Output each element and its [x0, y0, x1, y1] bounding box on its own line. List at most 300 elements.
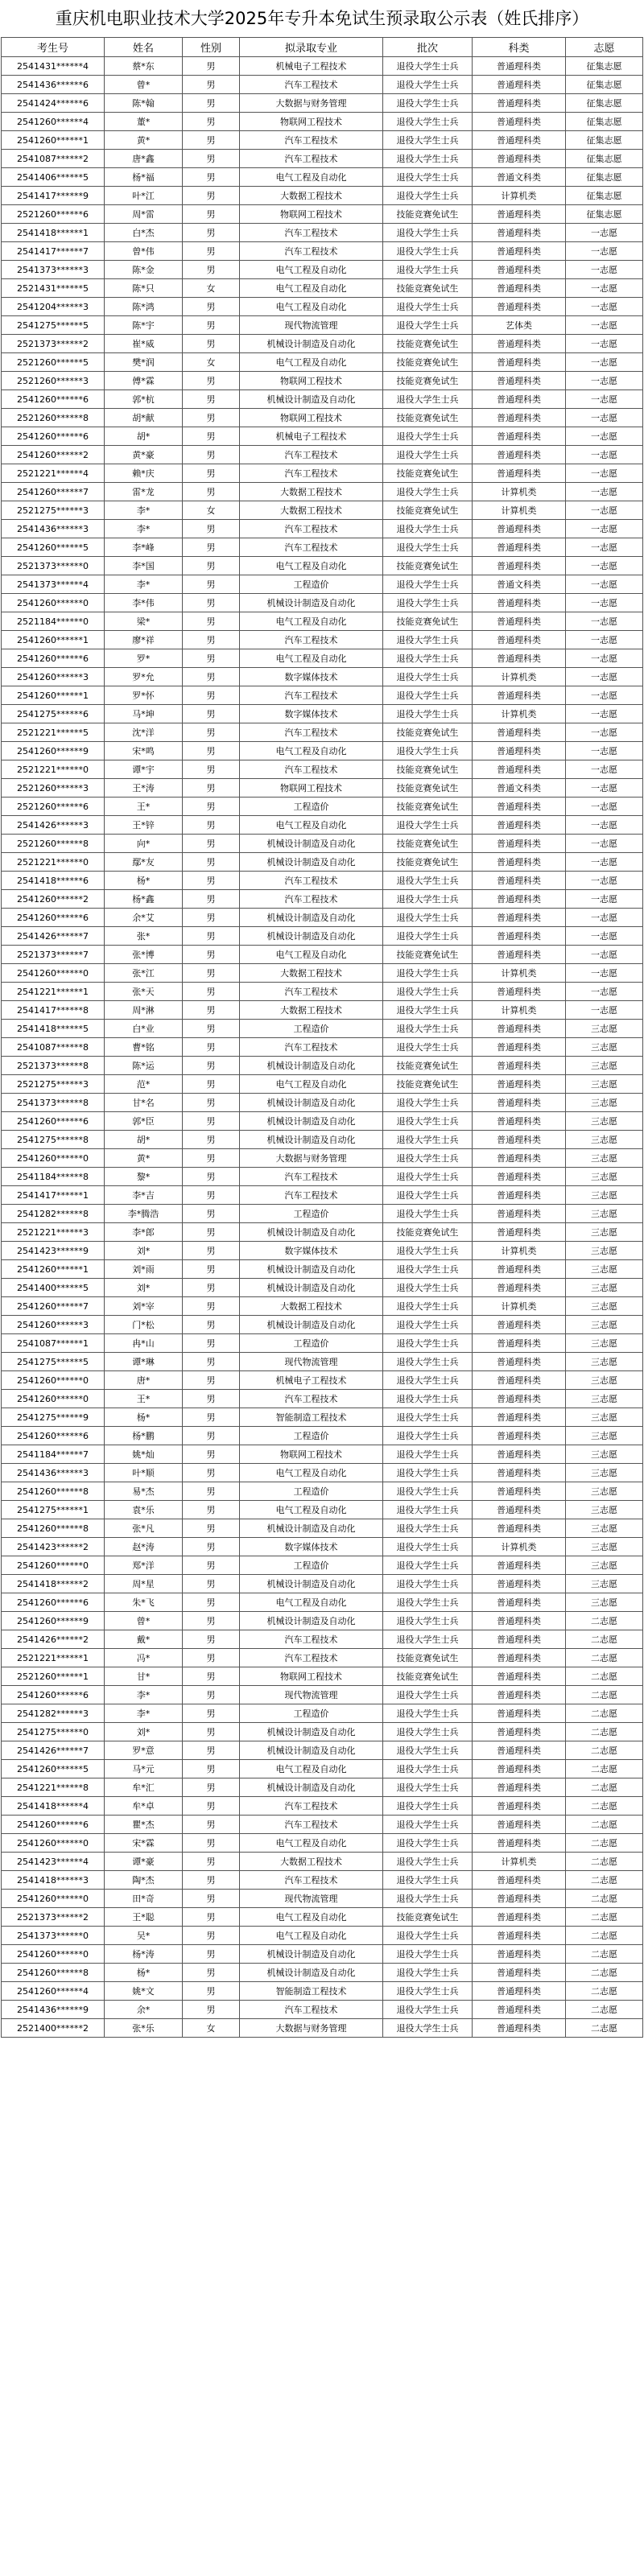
cell-batch: 退役大学生士兵: [383, 1593, 473, 1612]
cell-category: 普通理科类: [473, 1371, 566, 1390]
cell-exam-number: 2541417******1: [2, 1186, 105, 1205]
cell-preference: 一志愿: [566, 538, 643, 557]
cell-major: 大数据工程技术: [240, 1297, 383, 1316]
cell-batch: 技能竞赛免试生: [383, 779, 473, 798]
cell-preference: 一志愿: [566, 520, 643, 538]
cell-category: 普通理科类: [473, 1667, 566, 1686]
cell-preference: 一志愿: [566, 242, 643, 261]
cell-batch: 退役大学生士兵: [383, 57, 473, 76]
table-row: [2, 760, 643, 779]
cell-major: 机械设计制造及自动化: [240, 1964, 383, 1982]
cell-batch: 技能竞赛免试生: [383, 853, 473, 872]
cell-gender: 男: [183, 1501, 240, 1519]
cell-batch: 退役大学生士兵: [383, 427, 473, 446]
table-row: [2, 446, 643, 464]
cell-preference: 三志愿: [566, 1334, 643, 1353]
cell-name: 陈*运: [105, 1057, 183, 1075]
cell-category: 普通理科类: [473, 353, 566, 372]
cell-batch: 退役大学生士兵: [383, 1094, 473, 1112]
table-row: [2, 113, 643, 131]
cell-exam-number: 2521373******0: [2, 557, 105, 575]
cell-gender: 男: [183, 242, 240, 261]
cell-name: 甘*: [105, 1667, 183, 1686]
table-row: [2, 612, 643, 631]
cell-category: 普通理科类: [473, 1760, 566, 1778]
cell-major: 电气工程及自动化: [240, 946, 383, 964]
cell-name: 李*峰: [105, 538, 183, 557]
table-row: [2, 649, 643, 668]
cell-exam-number: 2541418******2: [2, 1575, 105, 1593]
cell-batch: 退役大学生士兵: [383, 1427, 473, 1445]
cell-name: 牟*卓: [105, 1797, 183, 1816]
table-row: [2, 1149, 643, 1168]
cell-major: 机械设计制造及自动化: [240, 1223, 383, 1242]
table-row: [2, 575, 643, 594]
cell-major: 机械设计制造及自动化: [240, 1057, 383, 1075]
cell-batch: 退役大学生士兵: [383, 113, 473, 131]
table-row: [2, 1242, 643, 1260]
cell-exam-number: 2541260******6: [2, 1816, 105, 1834]
cell-name: 罗*怀: [105, 686, 183, 705]
cell-name: 陈*金: [105, 261, 183, 279]
cell-name: 梁*: [105, 612, 183, 631]
cell-category: 普通理科类: [473, 742, 566, 760]
cell-exam-number: 2521260******3: [2, 779, 105, 798]
cell-major: 大数据工程技术: [240, 1001, 383, 1020]
table-row: [2, 816, 643, 835]
cell-exam-number: 2541087******8: [2, 1038, 105, 1057]
cell-category: 普通理科类: [473, 1945, 566, 1964]
cell-preference: 征集志愿: [566, 187, 643, 205]
cell-exam-number: 2541418******3: [2, 1871, 105, 1890]
cell-major: 机械设计制造及自动化: [240, 909, 383, 927]
cell-batch: 退役大学生士兵: [383, 242, 473, 261]
cell-gender: 男: [183, 1519, 240, 1538]
cell-batch: 退役大学生士兵: [383, 1871, 473, 1890]
cell-preference: 二志愿: [566, 2019, 643, 2038]
cell-exam-number: 2541260******1: [2, 631, 105, 649]
cell-exam-number: 2541184******8: [2, 1168, 105, 1186]
cell-batch: 退役大学生士兵: [383, 964, 473, 983]
cell-major: 现代物流管理: [240, 1890, 383, 1908]
cell-category: 普通理科类: [473, 1112, 566, 1131]
table-row: [2, 1186, 643, 1205]
cell-preference: 二志愿: [566, 1945, 643, 1964]
cell-major: 汽车工程技术: [240, 723, 383, 742]
cell-name: 冯*: [105, 1649, 183, 1667]
cell-gender: 男: [183, 335, 240, 353]
table-body: [2, 57, 643, 2038]
cell-batch: 技能竞赛免试生: [383, 612, 473, 631]
cell-preference: 一志愿: [566, 409, 643, 427]
cell-category: 普通理科类: [473, 372, 566, 390]
admission-table: [1, 37, 643, 2038]
cell-gender: 男: [183, 76, 240, 94]
cell-category: 普通理科类: [473, 1168, 566, 1186]
cell-major: 机械设计制造及自动化: [240, 1519, 383, 1538]
cell-category: 普通理科类: [473, 1797, 566, 1816]
cell-exam-number: 2541423******2: [2, 1538, 105, 1556]
cell-preference: 三志愿: [566, 1168, 643, 1186]
cell-gender: 男: [183, 1445, 240, 1464]
cell-name: 樊*润: [105, 353, 183, 372]
cell-major: 工程造价: [240, 1020, 383, 1038]
cell-batch: 退役大学生士兵: [383, 1945, 473, 1964]
cell-category: 普通理科类: [473, 2019, 566, 2038]
cell-category: 普通理科类: [473, 464, 566, 483]
table-row: [2, 242, 643, 261]
cell-gender: 男: [183, 1075, 240, 1094]
cell-major: 汽车工程技术: [240, 1186, 383, 1205]
cell-preference: 一志愿: [566, 224, 643, 242]
cell-exam-number: 2541260******0: [2, 1890, 105, 1908]
cell-name: 门*松: [105, 1316, 183, 1334]
cell-major: 汽车工程技术: [240, 131, 383, 150]
cell-category: 普通理科类: [473, 1260, 566, 1279]
table-row: [2, 594, 643, 612]
cell-preference: 一志愿: [566, 742, 643, 760]
cell-name: 白*杰: [105, 224, 183, 242]
cell-category: 普通理科类: [473, 390, 566, 409]
cell-category: 普通理科类: [473, 798, 566, 816]
cell-preference: 一志愿: [566, 335, 643, 353]
cell-name: 陈*鸿: [105, 298, 183, 316]
cell-batch: 退役大学生士兵: [383, 1816, 473, 1834]
cell-gender: 男: [183, 1112, 240, 1131]
cell-batch: 技能竞赛免试生: [383, 501, 473, 520]
cell-preference: 三志愿: [566, 1038, 643, 1057]
cell-preference: 一志愿: [566, 798, 643, 816]
cell-batch: 退役大学生士兵: [383, 1112, 473, 1131]
cell-exam-number: 2541373******3: [2, 261, 105, 279]
cell-major: 汽车工程技术: [240, 872, 383, 890]
cell-category: 计算机类: [473, 705, 566, 723]
cell-gender: 男: [183, 316, 240, 335]
cell-name: 黎*: [105, 1168, 183, 1186]
cell-name: 谭*宇: [105, 760, 183, 779]
cell-major: 机械设计制造及自动化: [240, 1575, 383, 1593]
cell-major: 机械设计制造及自动化: [240, 1279, 383, 1297]
table-row: [2, 1316, 643, 1334]
cell-preference: 三志愿: [566, 1260, 643, 1279]
table-row: [2, 798, 643, 816]
cell-preference: 三志愿: [566, 1408, 643, 1427]
cell-category: 普通理科类: [473, 1075, 566, 1094]
cell-batch: 退役大学生士兵: [383, 224, 473, 242]
cell-name: 宋*霖: [105, 1834, 183, 1853]
cell-preference: 一志愿: [566, 372, 643, 390]
cell-name: 郑*洋: [105, 1556, 183, 1575]
table-row: [2, 501, 643, 520]
cell-batch: 技能竞赛免试生: [383, 835, 473, 853]
cell-exam-number: 2541260******5: [2, 538, 105, 557]
table-row: [2, 872, 643, 890]
cell-exam-number: 2541260******1: [2, 1260, 105, 1279]
cell-preference: 一志愿: [566, 686, 643, 705]
cell-category: 普通理科类: [473, 1038, 566, 1057]
cell-exam-number: 2541282******8: [2, 1205, 105, 1223]
cell-name: 周*淋: [105, 1001, 183, 1020]
cell-batch: 退役大学生士兵: [383, 1890, 473, 1908]
table-row: [2, 1723, 643, 1741]
cell-name: 曹*铭: [105, 1038, 183, 1057]
cell-preference: 一志愿: [566, 723, 643, 742]
cell-category: 普通理科类: [473, 760, 566, 779]
cell-name: 沈*洋: [105, 723, 183, 742]
cell-name: 冉*山: [105, 1334, 183, 1353]
cell-category: 计算机类: [473, 1853, 566, 1871]
cell-name: 谭*琳: [105, 1353, 183, 1371]
cell-gender: 男: [183, 168, 240, 187]
cell-exam-number: 2521431******5: [2, 279, 105, 298]
cell-gender: 男: [183, 1908, 240, 1927]
cell-major: 电气工程及自动化: [240, 1927, 383, 1945]
cell-batch: 退役大学生士兵: [383, 1205, 473, 1223]
cell-gender: 男: [183, 131, 240, 150]
cell-major: 数字媒体技术: [240, 668, 383, 686]
cell-major: 大数据工程技术: [240, 187, 383, 205]
cell-major: 电气工程及自动化: [240, 557, 383, 575]
cell-major: 工程造价: [240, 1205, 383, 1223]
cell-preference: 三志愿: [566, 1075, 643, 1094]
cell-category: 普通文科类: [473, 575, 566, 594]
cell-major: 电气工程及自动化: [240, 649, 383, 668]
cell-exam-number: 2541418******5: [2, 1020, 105, 1038]
cell-preference: 一志愿: [566, 890, 643, 909]
cell-preference: 征集志愿: [566, 205, 643, 224]
table-row: [2, 835, 643, 853]
cell-category: 普通理科类: [473, 909, 566, 927]
cell-gender: 男: [183, 409, 240, 427]
cell-exam-number: 2541436******3: [2, 1464, 105, 1482]
table-row: [2, 1353, 643, 1371]
table-row: [2, 1075, 643, 1094]
cell-major: 物联网工程技术: [240, 113, 383, 131]
cell-major: 现代物流管理: [240, 316, 383, 335]
cell-preference: 二志愿: [566, 1964, 643, 1982]
cell-batch: 退役大学生士兵: [383, 890, 473, 909]
cell-gender: 男: [183, 298, 240, 316]
cell-major: 机械设计制造及自动化: [240, 1112, 383, 1131]
cell-category: 普通理科类: [473, 649, 566, 668]
table-row: [2, 2019, 643, 2038]
cell-major: 汽车工程技术: [240, 686, 383, 705]
cell-major: 机械设计制造及自动化: [240, 835, 383, 853]
cell-batch: 退役大学生士兵: [383, 983, 473, 1001]
table-row: [2, 131, 643, 150]
cell-major: 汽车工程技术: [240, 242, 383, 261]
table-row: [2, 1279, 643, 1297]
cell-major: 汽车工程技术: [240, 631, 383, 649]
cell-preference: 一志愿: [566, 594, 643, 612]
cell-name: 李*国: [105, 557, 183, 575]
cell-category: 计算机类: [473, 964, 566, 983]
cell-name: 蔡*东: [105, 57, 183, 76]
cell-name: 叶*顺: [105, 1464, 183, 1482]
cell-gender: 女: [183, 501, 240, 520]
cell-category: 计算机类: [473, 668, 566, 686]
cell-batch: 退役大学生士兵: [383, 76, 473, 94]
cell-major: 大数据工程技术: [240, 483, 383, 501]
cell-name: 刘*宰: [105, 1297, 183, 1316]
table-row: [2, 946, 643, 964]
column-header-category: 科类: [473, 38, 566, 57]
cell-category: 普通理科类: [473, 594, 566, 612]
cell-major: 智能制造工程技术: [240, 1982, 383, 2001]
cell-major: 工程造价: [240, 575, 383, 594]
table-row: [2, 390, 643, 409]
cell-exam-number: 2541275******0: [2, 1723, 105, 1741]
table-row: [2, 464, 643, 483]
cell-gender: 男: [183, 94, 240, 113]
cell-gender: 男: [183, 2001, 240, 2019]
cell-category: 普通理科类: [473, 1890, 566, 1908]
cell-batch: 退役大学生士兵: [383, 1334, 473, 1353]
cell-exam-number: 2541260******6: [2, 390, 105, 409]
cell-preference: 三志愿: [566, 1279, 643, 1297]
cell-batch: 技能竞赛免试生: [383, 353, 473, 372]
cell-category: 普通理科类: [473, 242, 566, 261]
cell-name: 陈*宇: [105, 316, 183, 335]
cell-gender: 男: [183, 464, 240, 483]
cell-gender: 男: [183, 1131, 240, 1149]
cell-major: 机械设计制造及自动化: [240, 853, 383, 872]
cell-name: 曾*: [105, 76, 183, 94]
cell-name: 张*天: [105, 983, 183, 1001]
cell-major: 汽车工程技术: [240, 890, 383, 909]
table-row: [2, 983, 643, 1001]
cell-major: 现代物流管理: [240, 1686, 383, 1704]
cell-preference: 二志愿: [566, 1760, 643, 1778]
cell-gender: 男: [183, 760, 240, 779]
cell-batch: 退役大学生士兵: [383, 1853, 473, 1871]
table-row: [2, 1649, 643, 1667]
cell-batch: 退役大学生士兵: [383, 1186, 473, 1205]
cell-name: 田*奇: [105, 1890, 183, 1908]
cell-batch: 退役大学生士兵: [383, 668, 473, 686]
cell-gender: 男: [183, 1945, 240, 1964]
table-row: [2, 1020, 643, 1038]
cell-batch: 退役大学生士兵: [383, 1371, 473, 1390]
table-row: [2, 705, 643, 723]
cell-gender: 男: [183, 224, 240, 242]
cell-exam-number: 2541260******2: [2, 890, 105, 909]
cell-batch: 退役大学生士兵: [383, 816, 473, 835]
cell-gender: 男: [183, 483, 240, 501]
cell-category: 普通理科类: [473, 686, 566, 705]
cell-category: 普通理科类: [473, 853, 566, 872]
cell-gender: 男: [183, 1667, 240, 1686]
cell-batch: 退役大学生士兵: [383, 1760, 473, 1778]
cell-exam-number: 2541260******3: [2, 1316, 105, 1334]
cell-name: 赵*涛: [105, 1538, 183, 1556]
table-row: [2, 1797, 643, 1816]
table-row: [2, 1686, 643, 1704]
cell-major: 电气工程及自动化: [240, 1760, 383, 1778]
cell-exam-number: 2541426******7: [2, 927, 105, 946]
cell-gender: 男: [183, 150, 240, 168]
cell-gender: 男: [183, 1168, 240, 1186]
cell-exam-number: 2541275******5: [2, 316, 105, 335]
cell-preference: 二志愿: [566, 1778, 643, 1797]
cell-exam-number: 2541260******8: [2, 1964, 105, 1982]
cell-category: 普通理科类: [473, 1316, 566, 1334]
cell-exam-number: 2521260******6: [2, 205, 105, 224]
cell-gender: 男: [183, 1316, 240, 1334]
cell-name: 朱*飞: [105, 1593, 183, 1612]
cell-exam-number: 2541431******4: [2, 57, 105, 76]
table-row: [2, 409, 643, 427]
cell-exam-number: 2541204******3: [2, 298, 105, 316]
table-row: [2, 1667, 643, 1686]
table-row: [2, 1408, 643, 1427]
cell-category: 普通理科类: [473, 1519, 566, 1538]
cell-batch: 技能竞赛免试生: [383, 1223, 473, 1242]
cell-category: 普通理科类: [473, 1445, 566, 1464]
cell-major: 大数据工程技术: [240, 964, 383, 983]
table-row: [2, 538, 643, 557]
cell-batch: 退役大学生士兵: [383, 927, 473, 946]
cell-exam-number: 2541260******3: [2, 668, 105, 686]
cell-exam-number: 2541260******4: [2, 1982, 105, 2001]
cell-major: 智能制造工程技术: [240, 1408, 383, 1427]
cell-batch: 退役大学生士兵: [383, 446, 473, 464]
cell-gender: 男: [183, 686, 240, 705]
cell-preference: 一志愿: [566, 353, 643, 372]
cell-category: 普通理科类: [473, 1149, 566, 1168]
cell-exam-number: 2541184******7: [2, 1445, 105, 1464]
cell-exam-number: 2521221******1: [2, 1649, 105, 1667]
cell-preference: 一志愿: [566, 1001, 643, 1020]
table-row: [2, 1871, 643, 1890]
cell-category: 普通理科类: [473, 279, 566, 298]
column-header-preference: 志愿: [566, 38, 643, 57]
cell-gender: 男: [183, 1353, 240, 1371]
cell-preference: 征集志愿: [566, 76, 643, 94]
table-row: [2, 1427, 643, 1445]
cell-preference: 一志愿: [566, 612, 643, 631]
cell-category: 普通理科类: [473, 1741, 566, 1760]
cell-major: 大数据工程技术: [240, 501, 383, 520]
cell-exam-number: 2541373******4: [2, 575, 105, 594]
cell-gender: 男: [183, 1760, 240, 1778]
cell-gender: 男: [183, 1057, 240, 1075]
cell-name: 谭*豪: [105, 1853, 183, 1871]
cell-name: 曾*伟: [105, 242, 183, 261]
cell-preference: 二志愿: [566, 1741, 643, 1760]
cell-gender: 男: [183, 1853, 240, 1871]
cell-major: 电气工程及自动化: [240, 1075, 383, 1094]
table-row: [2, 1853, 643, 1871]
cell-major: 电气工程及自动化: [240, 1908, 383, 1927]
cell-preference: 二志愿: [566, 1612, 643, 1630]
table-row: [2, 1741, 643, 1760]
cell-exam-number: 2521260******5: [2, 353, 105, 372]
cell-gender: 男: [183, 890, 240, 909]
cell-category: 普通理科类: [473, 1094, 566, 1112]
cell-category: 计算机类: [473, 1538, 566, 1556]
cell-exam-number: 2541260******6: [2, 1686, 105, 1704]
cell-category: 普通文科类: [473, 779, 566, 798]
cell-name: 周*雷: [105, 205, 183, 224]
cell-gender: 男: [183, 1649, 240, 1667]
table-row: [2, 1131, 643, 1149]
cell-preference: 二志愿: [566, 1667, 643, 1686]
table-row: [2, 1390, 643, 1408]
cell-batch: 退役大学生士兵: [383, 1556, 473, 1575]
table-row: [2, 1556, 643, 1575]
cell-batch: 退役大学生士兵: [383, 483, 473, 501]
